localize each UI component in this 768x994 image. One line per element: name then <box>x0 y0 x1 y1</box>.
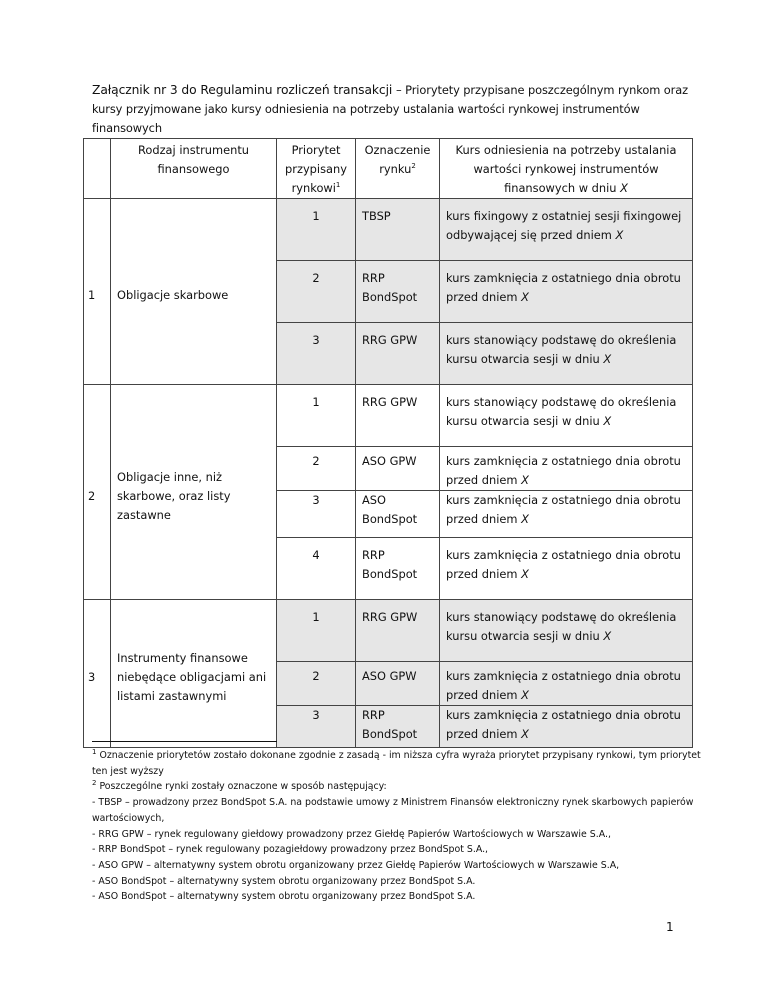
table-row <box>84 385 693 447</box>
priority-cell: 2 <box>277 662 356 706</box>
header-instrument: Rodzaj instrumentu finansowego <box>111 139 277 199</box>
reference-cell: kurs zamknięcia z ostatniego dnia obrotu przed dniem X <box>440 662 693 706</box>
group-name: Obligacje skarbowe <box>111 199 277 385</box>
market-cell: RRG GPW <box>356 323 440 385</box>
market-cell: ASO GPW <box>356 662 440 706</box>
market-cell: TBSP <box>356 199 440 261</box>
group-name: Obligacje inne, niż skarbowe, oraz listy zastawne <box>111 385 277 600</box>
reference-cell: kurs stanowiący podstawę do określenia kursu otwarcia sesji w dniu X <box>440 600 693 662</box>
table-row <box>84 600 693 662</box>
footnote-item: - ASO BondSpot – alternatywny system obrotu organizowany przez BondSpot S.A. <box>92 891 476 903</box>
reference-cell: kurs zamknięcia z ostatniego dnia obrotu przed dniem X <box>440 538 693 600</box>
footnotes <box>92 748 702 905</box>
reference-cell: kurs zamknięcia z ostatniego dnia obrotu przed dniem X <box>440 447 693 491</box>
market-cell: ASO GPW <box>356 447 440 491</box>
priority-cell: 3 <box>277 323 356 385</box>
reference-cell: kurs zamknięcia z ostatniego dnia obrotu przed dniem X <box>440 491 693 538</box>
header-reference: Kurs odniesienia na potrzeby ustalania wartości rynkowej instrumentów finansowych w dniu X <box>440 139 693 199</box>
footnote-item: - ASO BondSpot – alternatywny system obrotu organizowany przez BondSpot S.A. <box>92 875 476 887</box>
market-cell: RRP BondSpot <box>356 706 440 748</box>
priority-cell: 3 <box>277 491 356 538</box>
priority-cell: 2 <box>277 447 356 491</box>
footnote-separator <box>92 741 277 742</box>
header-priority: Priorytet przypisany rynkowi$^1$ <box>277 139 356 199</box>
market-cell: RRP BondSpot <box>356 538 440 600</box>
market-cell: ASO BondSpot <box>356 491 440 538</box>
priority-cell: 1 <box>277 600 356 662</box>
market-cell: RRG GPW <box>356 600 440 662</box>
footnote-item: - ASO GPW – alternatywny system obrotu organizowany przez Giełdę Papierów Wartościowych w Warszawie S.A, <box>92 859 620 871</box>
priority-cell: 4 <box>277 538 356 600</box>
heading-title: Załącznik nr 3 do Regulaminu rozliczeń transakcji <box>92 83 393 97</box>
reference-cell: kurs zamknięcia z ostatniego dnia obrotu przed dniem X <box>440 706 693 748</box>
footnote-item: - TBSP – prowadzony przez BondSpot S.A. na podstawie umowy z Ministrem Finansów elektroniczny rynek skarbowych papierów wartościowych, <box>92 797 694 824</box>
priority-cell: 1 <box>277 385 356 447</box>
header-market: Oznaczenie rynku$^2$ <box>356 139 440 199</box>
group-number: 1 <box>84 199 111 385</box>
group-name: Instrumenty finansowe niebędące obligacjami ani listami zastawnymi <box>111 600 277 748</box>
reference-cell: kurs fixingowy z ostatniej sesji fixingowej odbywającej się przed dniem X <box>440 199 693 261</box>
group-number: 3 <box>84 600 111 748</box>
footnote-1: $^1$ Oznaczenie priorytetów zostało dokonane zgodnie z zasadą - im niższa cyfra wyraża priorytet przypisany rynkowi, tym priorytet ten jest wyższy <box>92 747 701 777</box>
footnote-2: $^2$ Poszczególne rynki zostały oznaczone w sposób następujący: <box>92 779 387 793</box>
reference-cell: kurs zamknięcia z ostatniego dnia obrotu przed dniem X <box>440 261 693 323</box>
footnote-item: - RRP BondSpot – rynek regulowany pozagiełdowy prowadzony przez BondSpot S.A., <box>92 844 489 856</box>
table-header-row <box>84 139 693 199</box>
heading-subtitle: – Priorytety przypisane poszczególnym rynkom oraz kursy przyjmowane jako kursy odniesienia na potrzeby ustalania wartości rynkowej instrumentów finansowych <box>92 83 688 135</box>
header-number <box>84 139 111 199</box>
page-number: 1 <box>666 920 674 934</box>
priority-cell: 1 <box>277 199 356 261</box>
document-heading <box>92 81 692 138</box>
group-number: 2 <box>84 385 111 600</box>
table-row <box>84 199 693 261</box>
priority-cell: 3 <box>277 706 356 748</box>
priority-table <box>83 138 693 748</box>
market-cell: RRP BondSpot <box>356 261 440 323</box>
market-cell: RRG GPW <box>356 385 440 447</box>
priority-cell: 2 <box>277 261 356 323</box>
reference-cell: kurs stanowiący podstawę do określenia kursu otwarcia sesji w dniu X <box>440 385 693 447</box>
reference-cell: kurs stanowiący podstawę do określenia kursu otwarcia sesji w dniu X <box>440 323 693 385</box>
footnote-item: - RRG GPW – rynek regulowany giełdowy prowadzony przez Giełdę Papierów Wartościowych w Warszawie S.A., <box>92 828 611 840</box>
